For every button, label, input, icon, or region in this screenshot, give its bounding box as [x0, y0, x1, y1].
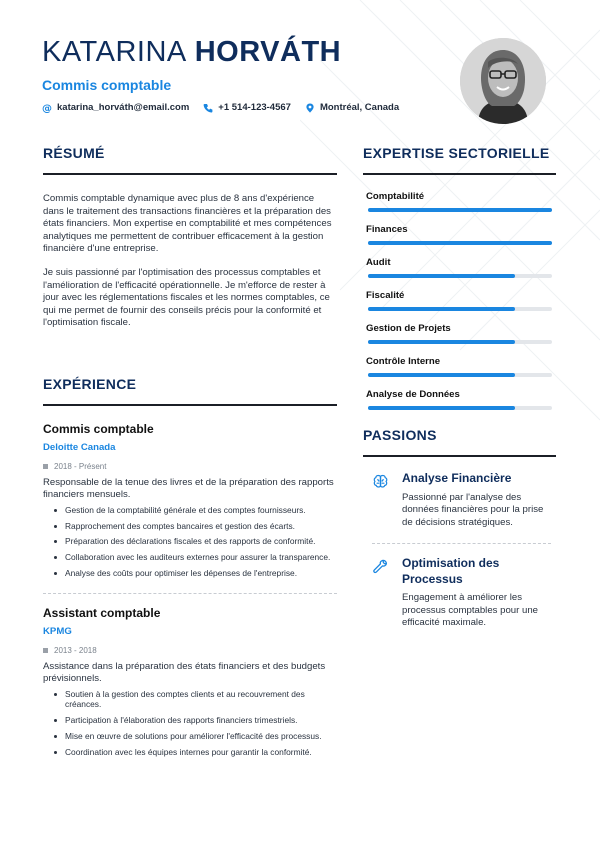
job-separator: [43, 593, 337, 594]
list-item: Soutien à la gestion des comptes clients et au recouvrement des créances.: [65, 689, 337, 711]
section-divider: [363, 455, 556, 457]
job-dates-text: 2013 - 2018: [54, 645, 97, 655]
header: [42, 36, 399, 113]
calendar-icon: [43, 648, 48, 653]
profile-photo: [460, 38, 546, 124]
skill-item: [366, 356, 556, 377]
summary-title: RÉSUMÉ: [43, 145, 105, 161]
skill-bar-fill: [368, 406, 515, 410]
skill-bar-fill: [368, 340, 515, 344]
job-entry: [43, 422, 337, 579]
phone-text: +1 514-123-4567: [218, 102, 291, 113]
job-title: Assistant comptable: [43, 605, 161, 620]
skill-bar: [368, 208, 552, 212]
passion-description: Passionné par l'analyse des données financières pour la prise de décisions stratégiques.: [402, 491, 544, 528]
skill-label: Fiscalité: [366, 290, 405, 301]
skill-bar-fill: [368, 274, 515, 278]
list-item: Rapprochement des comptes bancaires et gestion des écarts.: [65, 521, 337, 532]
skill-bar-fill: [368, 208, 552, 212]
list-item: Mise en œuvre de solutions pour améliorer l'efficacité des processus.: [65, 731, 337, 742]
list-item: Participation à l'élaboration des rapports financiers trimestriels.: [65, 715, 337, 726]
skill-bar: [368, 241, 552, 245]
job-bullets: [43, 689, 337, 758]
skill-bar-fill: [368, 307, 515, 311]
expertise-section: [363, 145, 556, 410]
list-item: Gestion de la comptabilité générale et des comptes fournisseurs.: [65, 505, 337, 516]
skill-bar: [368, 274, 552, 278]
passion-item: [363, 471, 556, 529]
passions-title: PASSIONS: [363, 427, 437, 443]
phone-icon: [203, 103, 213, 113]
job-title: Commis comptable: [43, 422, 154, 436]
list-item: Collaboration avec les auditeurs externes pour assurer la transparence.: [65, 552, 337, 563]
summary-paragraph: Je suis passionné par l'optimisation des processus comptables et l'amélioration de l'efficacité opérationnelle. Je m'efforce de rester à jour avec les réglementations fiscales et les normes comptables, ce qui me permet de fournir des conseils précis pour la conformité et l'optimisation fiscale.: [43, 266, 330, 329]
expertise-title: EXPERTISE SECTORIELLE: [363, 145, 550, 161]
svg-text:@: @: [42, 103, 52, 113]
skill-bar-fill: [368, 241, 552, 245]
wrench-icon: [372, 558, 389, 575]
location-contact: [305, 102, 399, 113]
skill-item: [366, 323, 556, 344]
passions-section: [363, 427, 556, 630]
job-dates-text: 2018 - Présent: [54, 462, 107, 471]
passion-description: Engagement à améliorer les processus comptables pour une efficacité maximale.: [402, 592, 538, 629]
passion-title: Analyse Financière: [402, 471, 512, 485]
skill-bar: [368, 406, 552, 410]
email-contact[interactable]: [42, 102, 189, 113]
experience-title: EXPÉRIENCE: [43, 376, 137, 392]
skill-item: [366, 224, 556, 245]
skill-label: Finances: [366, 224, 408, 235]
portrait-image: [460, 38, 546, 124]
last-name: HORVÁTH: [194, 36, 342, 68]
job-description: Assistance dans la préparation des états financiers et des budgets prévisionnels.: [43, 660, 326, 685]
job-bullets: [43, 505, 337, 579]
job-entry: [43, 606, 337, 758]
job-role: Commis comptable: [42, 77, 172, 93]
skill-label: Analyse de Données: [366, 389, 460, 400]
skill-label: Audit: [366, 257, 391, 268]
skill-item: [366, 389, 556, 410]
list-item: Analyse des coûts pour optimiser les dépenses de l'entreprise.: [65, 568, 337, 579]
skill-bar: [368, 307, 552, 311]
first-name: KATARINA: [42, 36, 187, 68]
company-name: Deloitte Canada: [43, 442, 116, 453]
brain-icon: [372, 473, 389, 490]
skill-item: [366, 290, 556, 311]
list-item: Coordination avec les équipes internes pour garantir la conformité.: [65, 747, 337, 758]
job-description: Responsable de la tenue des livres et de la préparation des rapports financiers mensuels.: [43, 477, 334, 501]
map-pin-icon: [305, 103, 315, 113]
experience-section: [43, 376, 337, 763]
passion-item: [363, 556, 556, 630]
skill-label: Contrôle Interne: [366, 356, 441, 367]
job-dates: [43, 462, 337, 471]
passion-separator: [372, 543, 551, 544]
section-divider: [363, 173, 556, 175]
skill-list: [363, 191, 556, 410]
candidate-name: [42, 36, 399, 69]
section-divider: [43, 404, 337, 406]
section-divider: [43, 173, 337, 175]
skill-label: Gestion de Projets: [366, 323, 451, 334]
skill-bar-fill: [368, 373, 515, 377]
email-text: katarina_horváth@email.com: [57, 102, 190, 113]
at-icon: [42, 103, 52, 113]
passion-title: Optimisation des Processus: [402, 556, 500, 586]
contact-info: [42, 102, 399, 113]
skill-bar: [368, 373, 552, 377]
skill-item: [366, 191, 556, 212]
summary-paragraph: Commis comptable dynamique avec plus de 8 ans d'expérience dans le traitement des transactions financières et la préparation des états financiers. Mon expertise en comptabilité et mes compétences analytiques me permettent de contribuer efficacement à la gestion financière d'une entreprise.: [43, 193, 332, 255]
phone-contact[interactable]: [203, 102, 291, 113]
location-text: Montréal, Canada: [319, 102, 400, 113]
calendar-icon: [43, 464, 48, 469]
list-item: Préparation des déclarations fiscales et des rapports de conformité.: [65, 536, 337, 547]
company-name: KPMG: [43, 625, 72, 637]
job-dates: [43, 646, 337, 655]
skill-bar: [368, 340, 552, 344]
summary-section: [43, 145, 337, 330]
skill-item: [366, 257, 556, 278]
skill-label: Comptabilité: [366, 191, 425, 202]
